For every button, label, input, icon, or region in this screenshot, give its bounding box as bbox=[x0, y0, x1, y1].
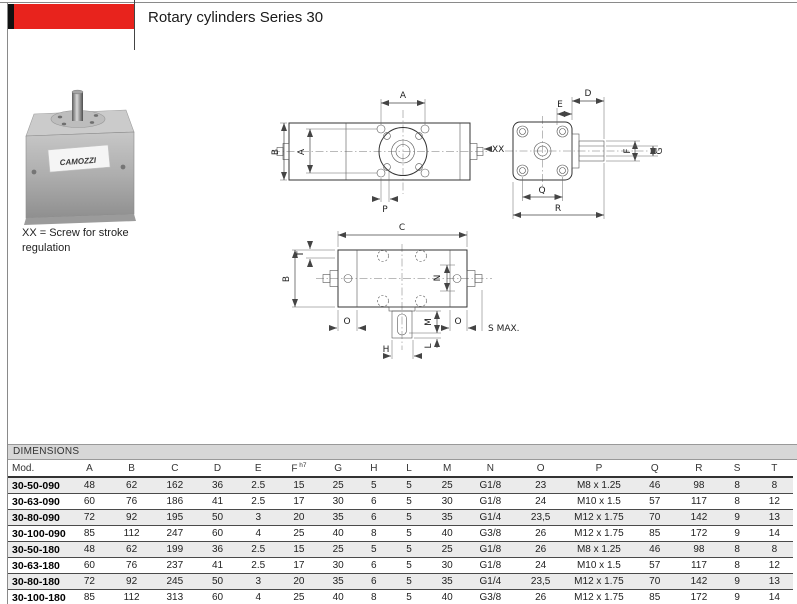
front-view-drawing bbox=[271, 91, 504, 215]
column-header-mod: Mod. bbox=[8, 460, 68, 477]
dim-label-p: P bbox=[382, 205, 388, 215]
dimension-cell: 112 bbox=[111, 590, 153, 604]
dimension-cell: 25 bbox=[320, 542, 357, 558]
model-cell: 30-50-180 bbox=[8, 542, 68, 558]
dimension-cell: 9 bbox=[719, 526, 756, 542]
dimension-cell: 117 bbox=[679, 494, 718, 510]
dimension-cell: 14 bbox=[756, 526, 793, 542]
dimension-cell: 40 bbox=[427, 590, 467, 604]
dimension-cell: 40 bbox=[320, 526, 357, 542]
shaft bbox=[72, 92, 83, 121]
column-header-h: H bbox=[357, 460, 391, 477]
model-cell: 30-50-090 bbox=[8, 477, 68, 494]
dimension-cell: 199 bbox=[153, 542, 197, 558]
dimension-cell: 36 bbox=[197, 542, 238, 558]
dimension-cell: 30 bbox=[320, 558, 357, 574]
dimension-cell: 48 bbox=[68, 542, 110, 558]
dimension-cell: 72 bbox=[68, 510, 110, 526]
dimension-cell: 117 bbox=[679, 558, 718, 574]
dimension-cell: 8 bbox=[756, 542, 793, 558]
dimension-cell: M10 x 1.5 bbox=[568, 558, 630, 574]
product-photo bbox=[20, 88, 142, 234]
dim-label-l: L bbox=[424, 343, 434, 349]
brand-logo bbox=[8, 4, 134, 29]
dimension-cell: 98 bbox=[679, 477, 718, 494]
dimension-cell: 8 bbox=[357, 590, 391, 604]
dimension-cell: 245 bbox=[153, 574, 197, 590]
dimension-cell: G1/8 bbox=[467, 558, 513, 574]
dimension-cell: 41 bbox=[197, 558, 238, 574]
dimension-cell: M8 x 1.25 bbox=[568, 477, 630, 494]
dimension-cell: 30 bbox=[427, 558, 467, 574]
dimension-cell: 6 bbox=[357, 510, 391, 526]
stroke-regulation-note bbox=[22, 226, 129, 256]
table-row bbox=[8, 574, 793, 590]
table-row bbox=[8, 542, 793, 558]
dimension-cell: 23,5 bbox=[514, 574, 568, 590]
dimension-cell: 4 bbox=[238, 590, 278, 604]
dimension-cell: 8 bbox=[719, 558, 756, 574]
model-cell: 30-80-090 bbox=[8, 510, 68, 526]
dimension-cell: 15 bbox=[278, 542, 319, 558]
dim-label-f: F bbox=[623, 148, 633, 154]
dimension-cell: 85 bbox=[630, 590, 679, 604]
dimension-cell: 3 bbox=[238, 510, 278, 526]
dimension-cell: 20 bbox=[278, 510, 319, 526]
dimension-cell: 98 bbox=[679, 542, 718, 558]
column-header-c: C bbox=[153, 460, 197, 477]
column-header-r: R bbox=[679, 460, 718, 477]
dim-label-o-right: O bbox=[454, 317, 462, 327]
column-header-q: Q bbox=[630, 460, 679, 477]
dimension-cell: 26 bbox=[514, 590, 568, 604]
dimension-cell: M8 x 1.25 bbox=[568, 542, 630, 558]
dimension-cell: 76 bbox=[111, 494, 153, 510]
dimension-cell: 60 bbox=[197, 590, 238, 604]
dimension-cell: 76 bbox=[111, 558, 153, 574]
column-header-p: P bbox=[568, 460, 630, 477]
dimension-cell: G1/8 bbox=[467, 477, 513, 494]
dimension-cell: 36 bbox=[197, 477, 238, 494]
dimension-cell: 5 bbox=[357, 477, 391, 494]
dimension-cell: 24 bbox=[514, 558, 568, 574]
dimensions-table-body bbox=[8, 477, 793, 604]
brand-logo-black-stripe bbox=[8, 4, 14, 29]
column-header-g: G bbox=[320, 460, 357, 477]
top-view-drawing bbox=[282, 223, 520, 359]
dimension-cell: 9 bbox=[719, 510, 756, 526]
dim-label-q: Q bbox=[538, 186, 546, 196]
dimension-cell: 46 bbox=[630, 477, 679, 494]
brand-label: CAMOZZI bbox=[59, 155, 97, 168]
dimension-cell: G1/8 bbox=[467, 494, 513, 510]
dimension-cell: 9 bbox=[719, 574, 756, 590]
table-header-row bbox=[8, 460, 793, 477]
dimension-cell: 57 bbox=[630, 494, 679, 510]
dimension-cell: 85 bbox=[68, 526, 110, 542]
technical-drawings bbox=[270, 58, 710, 408]
dimension-cell: 92 bbox=[111, 510, 153, 526]
dimension-cell: 5 bbox=[391, 526, 427, 542]
dimension-cell: 2.5 bbox=[238, 477, 278, 494]
dimension-cell: 2.5 bbox=[238, 542, 278, 558]
column-header-b: B bbox=[111, 460, 153, 477]
dimension-cell: 13 bbox=[756, 574, 793, 590]
dimension-cell: 12 bbox=[756, 494, 793, 510]
dimension-cell: 5 bbox=[357, 542, 391, 558]
dimension-cell: G1/4 bbox=[467, 574, 513, 590]
dimension-cell: 13 bbox=[756, 510, 793, 526]
column-header-e: E bbox=[238, 460, 278, 477]
dimension-cell: 15 bbox=[278, 477, 319, 494]
dim-label-a-left: A bbox=[297, 148, 307, 156]
dimension-cell: 35 bbox=[320, 510, 357, 526]
dimension-cell: G1/8 bbox=[467, 542, 513, 558]
dimension-cell: 172 bbox=[679, 590, 718, 604]
dimension-cell: 25 bbox=[320, 477, 357, 494]
dimension-cell: 72 bbox=[68, 574, 110, 590]
dimension-cell: 17 bbox=[278, 558, 319, 574]
dimension-cell: 5 bbox=[391, 590, 427, 604]
dimension-cell: 237 bbox=[153, 558, 197, 574]
dimension-cell: 8 bbox=[719, 477, 756, 494]
dimension-cell: 30 bbox=[427, 494, 467, 510]
dimension-cell: 35 bbox=[427, 510, 467, 526]
dimension-cell: 40 bbox=[427, 526, 467, 542]
dimension-cell: 4 bbox=[238, 526, 278, 542]
dim-label-b-top: B bbox=[282, 275, 292, 283]
column-header-f: F $^{h7}$ bbox=[278, 460, 319, 477]
model-cell: 30-100-090 bbox=[8, 526, 68, 542]
dimension-cell: 25 bbox=[278, 526, 319, 542]
dim-label-s-max: S MAX. bbox=[488, 324, 520, 334]
page-title: Rotary cylinders Series 30 bbox=[148, 9, 324, 26]
dim-label-t: T bbox=[296, 251, 306, 257]
column-header-m: M bbox=[427, 460, 467, 477]
dimension-cell: 23 bbox=[514, 477, 568, 494]
dimension-cell: 60 bbox=[68, 558, 110, 574]
model-cell: 30-100-180 bbox=[8, 590, 68, 604]
column-header-t: T bbox=[756, 460, 793, 477]
dimension-cell: 25 bbox=[427, 542, 467, 558]
dimension-cell: 20 bbox=[278, 574, 319, 590]
dimension-cell: 5 bbox=[391, 558, 427, 574]
dimension-cell: 35 bbox=[427, 574, 467, 590]
dimension-cell: 92 bbox=[111, 574, 153, 590]
dimension-cell: 14 bbox=[756, 590, 793, 604]
dimension-cell: 24 bbox=[514, 494, 568, 510]
dimension-cell: 35 bbox=[320, 574, 357, 590]
dimension-cell: 2.5 bbox=[238, 558, 278, 574]
dimensions-section-title: DIMENSIONS bbox=[8, 444, 797, 460]
cylinder-body-illustration bbox=[24, 90, 136, 225]
table-row bbox=[8, 590, 793, 604]
table-row bbox=[8, 558, 793, 574]
dimension-cell: 48 bbox=[68, 477, 110, 494]
dimension-cell: 112 bbox=[111, 526, 153, 542]
dimension-cell: 60 bbox=[197, 526, 238, 542]
dimension-cell: 8 bbox=[719, 494, 756, 510]
dimension-cell: 12 bbox=[756, 558, 793, 574]
dimension-cell: 9 bbox=[719, 590, 756, 604]
table-row bbox=[8, 510, 793, 526]
dimension-cell: 5 bbox=[391, 574, 427, 590]
note-line-1: XX = Screw for stroke bbox=[22, 227, 129, 239]
dim-label-c: C bbox=[398, 223, 406, 233]
dimension-cell: M12 x 1.75 bbox=[568, 590, 630, 604]
dimension-cell: 6 bbox=[357, 558, 391, 574]
page-top-border bbox=[0, 2, 797, 3]
dimension-cell: 62 bbox=[111, 477, 153, 494]
model-cell: 30-80-180 bbox=[8, 574, 68, 590]
dimension-cell: 26 bbox=[514, 542, 568, 558]
dimension-cell: 195 bbox=[153, 510, 197, 526]
dimension-cell: 17 bbox=[278, 494, 319, 510]
dimension-cell: 8 bbox=[756, 477, 793, 494]
dimension-cell: 25 bbox=[427, 477, 467, 494]
dimension-cell: 172 bbox=[679, 526, 718, 542]
column-header-s: S bbox=[719, 460, 756, 477]
dimension-cell: 50 bbox=[197, 510, 238, 526]
dimension-cell: 3 bbox=[238, 574, 278, 590]
dimension-cell: 313 bbox=[153, 590, 197, 604]
column-header-n: N bbox=[467, 460, 513, 477]
dimension-cell: 5 bbox=[391, 542, 427, 558]
dimension-cell: 40 bbox=[320, 590, 357, 604]
f-tolerance-superscript: h7 bbox=[297, 461, 307, 469]
column-header-a: A bbox=[68, 460, 110, 477]
dimension-cell: 23,5 bbox=[514, 510, 568, 526]
dimension-cell: M12 x 1.75 bbox=[568, 574, 630, 590]
header-divider bbox=[134, 0, 135, 50]
model-cell: 30-63-090 bbox=[8, 494, 68, 510]
dimension-cell: G1/4 bbox=[467, 510, 513, 526]
dimension-cell: 62 bbox=[111, 542, 153, 558]
dim-label-o-left: O bbox=[343, 317, 351, 327]
dim-label-m: M bbox=[424, 318, 434, 326]
dimension-cell: 142 bbox=[679, 574, 718, 590]
dimension-cell: 5 bbox=[391, 477, 427, 494]
dimension-cell: 85 bbox=[630, 526, 679, 542]
dimension-cell: M12 x 1.75 bbox=[568, 526, 630, 542]
dimension-cell: 8 bbox=[357, 526, 391, 542]
dimension-cell: 2.5 bbox=[238, 494, 278, 510]
dimension-cell: 50 bbox=[197, 574, 238, 590]
dimension-cell: G3/8 bbox=[467, 526, 513, 542]
dimension-cell: 57 bbox=[630, 558, 679, 574]
dim-label-h: H bbox=[382, 345, 390, 355]
column-header-o: O bbox=[514, 460, 568, 477]
column-header-d: D bbox=[197, 460, 238, 477]
dimension-cell: 186 bbox=[153, 494, 197, 510]
table-row bbox=[8, 526, 793, 542]
dimension-cell: 5 bbox=[391, 494, 427, 510]
dimension-cell: 162 bbox=[153, 477, 197, 494]
side-view-drawing bbox=[505, 89, 665, 219]
dim-label-r: R bbox=[554, 204, 562, 214]
dimension-cell: 6 bbox=[357, 574, 391, 590]
dim-label-b-front: B bbox=[271, 148, 281, 156]
dimension-cell: 142 bbox=[679, 510, 718, 526]
dimension-cell: 5 bbox=[391, 510, 427, 526]
dim-label-d: D bbox=[584, 89, 592, 99]
dimension-cell: 247 bbox=[153, 526, 197, 542]
xx-callout: XX bbox=[492, 145, 505, 155]
column-header-l: L bbox=[391, 460, 427, 477]
dimension-cell: 60 bbox=[68, 494, 110, 510]
model-cell: 30-63-180 bbox=[8, 558, 68, 574]
dimension-cell: 8 bbox=[719, 542, 756, 558]
dimension-cell: 41 bbox=[197, 494, 238, 510]
dimension-cell: 46 bbox=[630, 542, 679, 558]
dimension-cell: 6 bbox=[357, 494, 391, 510]
table-row bbox=[8, 477, 793, 494]
dimension-cell: G3/8 bbox=[467, 590, 513, 604]
dim-label-a-top: A bbox=[399, 91, 407, 101]
dimension-cell: 70 bbox=[630, 510, 679, 526]
note-line-2: regulation bbox=[22, 241, 71, 254]
dimension-cell: M10 x 1.5 bbox=[568, 494, 630, 510]
dimension-cell: 26 bbox=[514, 526, 568, 542]
dimension-cell: 85 bbox=[68, 590, 110, 604]
table-row bbox=[8, 494, 793, 510]
dim-label-g: G bbox=[655, 147, 665, 155]
dimension-cell: 25 bbox=[278, 590, 319, 604]
dimension-cell: 30 bbox=[320, 494, 357, 510]
dimension-cell: 70 bbox=[630, 574, 679, 590]
dimensions-table bbox=[8, 460, 793, 604]
dim-label-n: N bbox=[433, 274, 443, 282]
dimension-cell: M12 x 1.75 bbox=[568, 510, 630, 526]
dim-label-e: E bbox=[557, 100, 563, 110]
